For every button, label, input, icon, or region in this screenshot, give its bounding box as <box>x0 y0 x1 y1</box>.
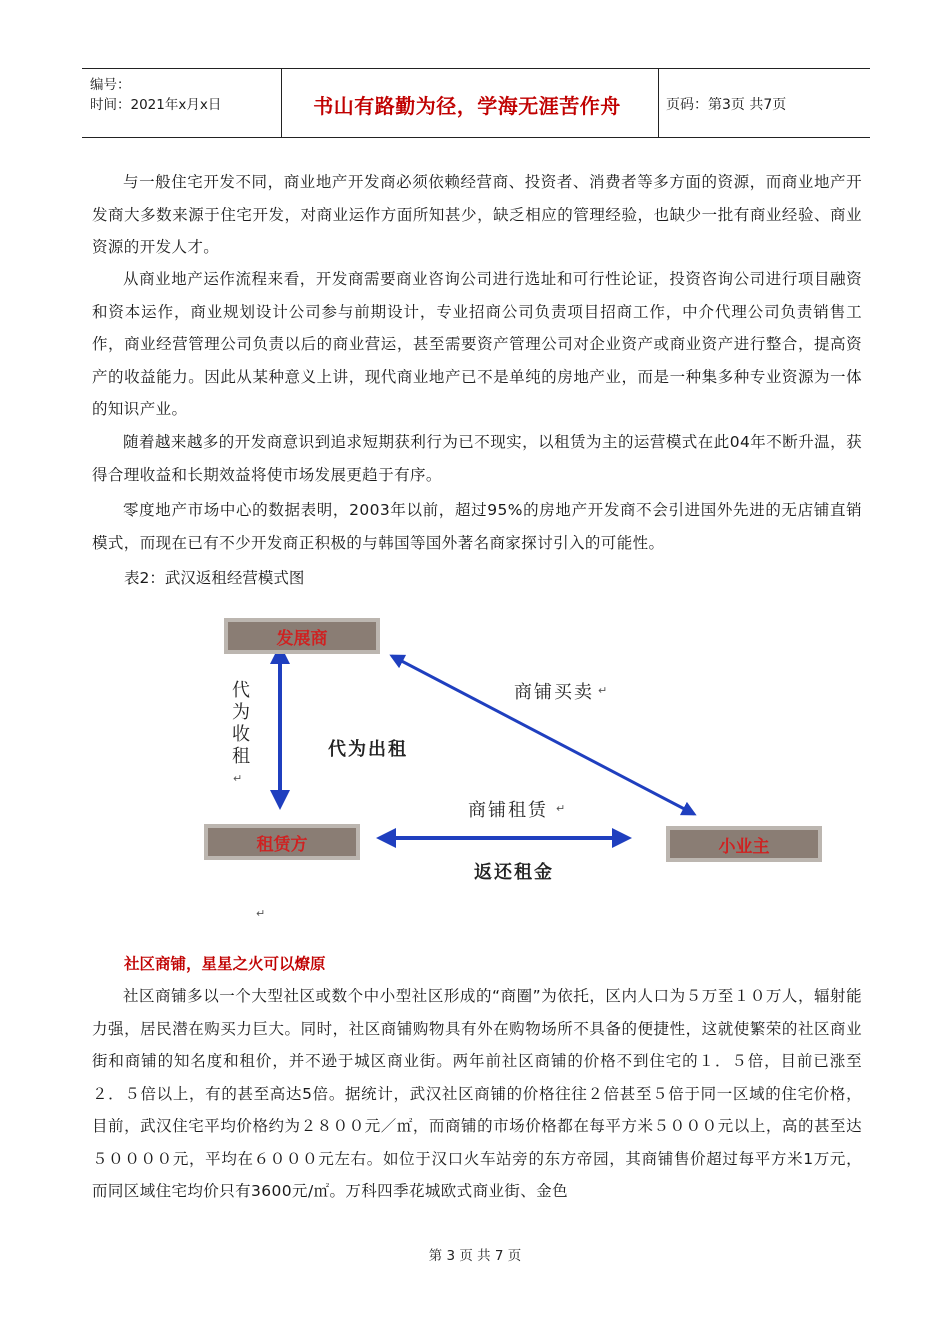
figure-caption: 表2：武汉返租经营模式图 <box>124 569 305 587</box>
page-footer: 第 3 页 共 7 页 <box>428 1248 522 1264</box>
shop-sale-label: 商铺买卖 <box>514 682 594 703</box>
code-label: 编号： <box>90 77 131 93</box>
header-motto: 书山有路勤为径，学海无涯苦作舟 <box>313 94 621 118</box>
shop-lease-label: 商铺租赁 <box>468 800 548 821</box>
header-divider <box>658 69 659 137</box>
paragraph-4: 零度地产市场中心的数据表明，2003年以前，超过95%的房地产开发商不会引进国外先进的无店铺直销模式，而现在已有不少开发商正积极的与韩国等国外著名商家探讨引入的可能性。 <box>92 501 862 552</box>
sublet-label: 代为出租 <box>328 739 408 760</box>
return-mark: ↵ <box>256 907 266 920</box>
header-page-label: 页码：第3页 共7页 <box>666 97 787 113</box>
paragraph-2: 从商业地产运作流程来看，开发商需要商业咨询公司进行选址和可行性论证，投资咨询公司进行项目融资和资本运作，商业规划设计公司参与前期设计，专业招商公司负责项目招商工作，中介代理公司负责销售工作，商业经营管理公司负责以后的商业营运，甚至需要资产管理公司对企业资产或商业资产进行整合，提高资产的收益能力。因此从某种意义上讲，现代商业地产已不是单纯的房地产业，而是一种集多种专业资源为一体的知识产业。 <box>92 270 862 418</box>
section-paragraph: 社区商铺多以一个大型社区或数个中小型社区形成的“商圈”为依托，区内人口为５万至１０万人，辐射能力强，居民潜在购买力巨大。同时，社区商铺购物具有外在购物场所不具备的便捷性，这就使繁荣的社区商业街和商铺的知名度和租价，并不逊于城区商业街。两年前社区商铺的价格不到住宅的１．５倍，目前已涨至２．５倍以上，有的甚至高达5倍。据统计，武汉社区商铺的价格往往２倍甚至５倍于同一区域的住宅价格，目前，武汉住宅平均价格约为２８００元／㎡，而商铺的市场价格都在每平方米５０００元以上，高的甚至达５００００元，平均在６０００元左右。如位于汉口火车站旁的东方帝园，其商铺售价超过每平方米1万元，而同区域住宅均价只有3600元/㎡。万科四季花城欧式商业街、金色 <box>92 987 862 1200</box>
return-mark: ↵ <box>598 684 608 697</box>
developer-box: 发展商 <box>224 618 380 654</box>
return-mark: ↵ <box>233 772 243 785</box>
collect-rent-label: 代为收租 <box>232 680 250 767</box>
paragraph-1: 与一般住宅开发不同，商业地产开发商必须依赖经营商、投资者、消费者等多方面的资源，而商业地产开发商大多数来源于住宅开发，对商业运作方面所知甚少，缺乏相应的管理经验，也缺少一批有商业经验、商业资源的开发人才。 <box>92 173 862 256</box>
header-meta <box>90 75 221 115</box>
section-title: 社区商铺，星星之火可以燎原 <box>124 955 326 973</box>
owner-box: 小业主 <box>666 826 822 862</box>
paragraph-3: 随着越来越多的开发商意识到追求短期获利行为已不现实，以租赁为主的运营模式在此04年不断升温，获得合理收益和长期效益将使市场发展更趋于有序。 <box>92 433 862 484</box>
rent-model-diagram <box>200 600 800 930</box>
return-mark: ↵ <box>556 802 566 815</box>
return-rent-label: 返还租金 <box>474 862 554 883</box>
tenant-box: 租赁方 <box>204 824 360 860</box>
time-label: 时间：2021年x月x日 <box>90 97 222 113</box>
document-header <box>82 68 870 138</box>
